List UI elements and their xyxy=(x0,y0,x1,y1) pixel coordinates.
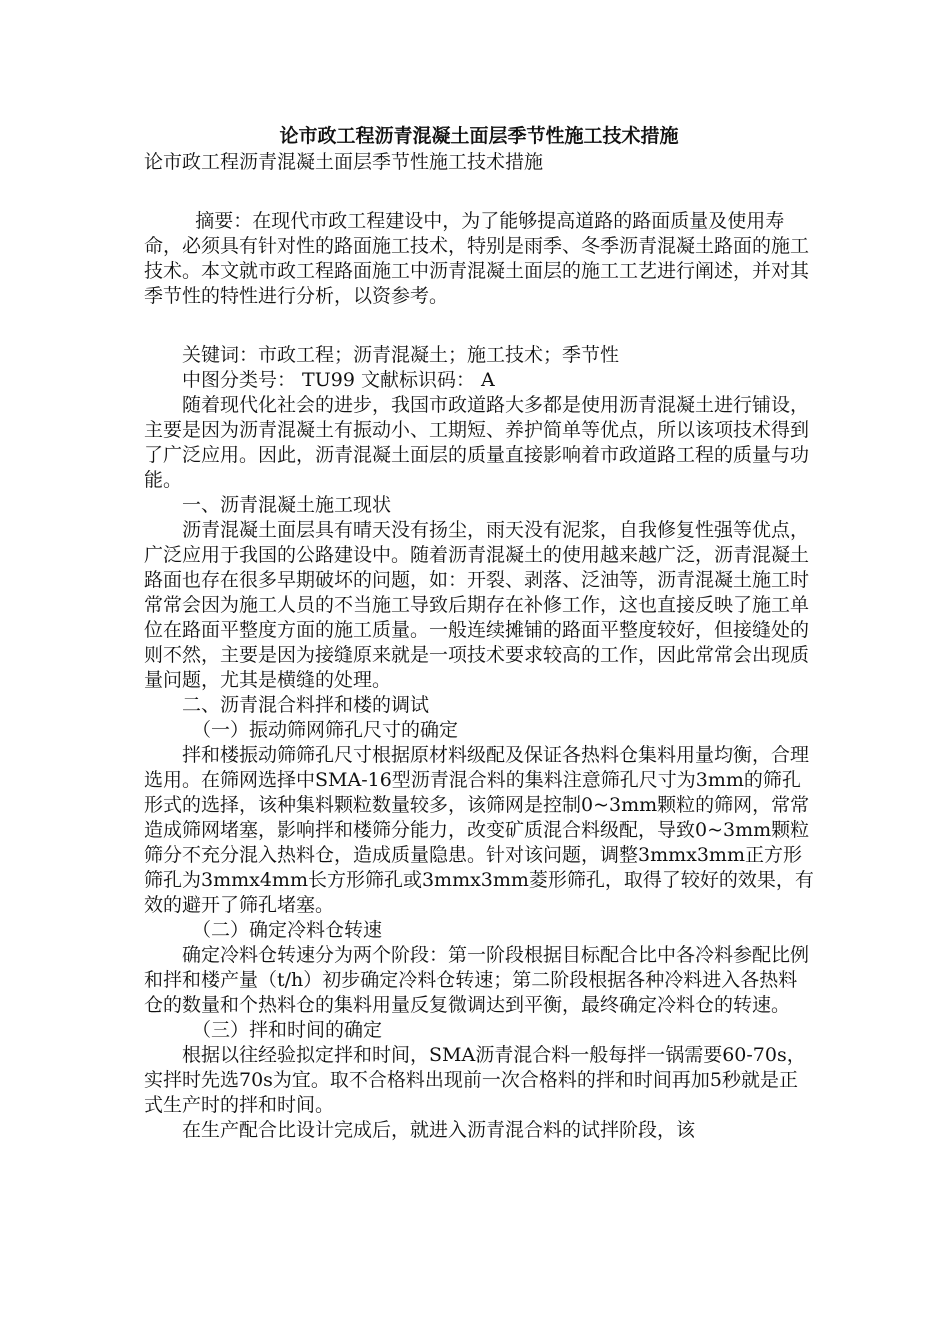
section-2-heading: 二、沥青混合料拌和楼的调试 xyxy=(182,694,430,716)
subsection-1-paragraph: 拌和楼振动筛筛孔尺寸根据原材料级配及保证各热料仓集料用量均衡，合理选用。在筛网选择中SMA-16型沥青混合料的集料注意筛孔尺寸为3mm的筛孔形式的选择，该种集料颗粒数量较多，该筛网是控制0~3mm颗粒的筛网，常常造成筛网堵塞，影响拌和楼筛分能力，改变矿质混合料级配，导致0~3mm颗粒筛分不充分混入热料仓，造成质量隐患。针对该问题，调整3mmx3mm正方形筛孔为3mmx4mm长方形筛孔或3mmx3mm菱形筛孔，取得了较好的效果，有效的避开了筛孔堵塞。 xyxy=(144,744,814,916)
document-page xyxy=(144,122,814,1143)
spacer xyxy=(144,309,814,343)
section-1-heading: 一、沥青混凝土施工现状 xyxy=(182,494,392,516)
subsection-3-heading: （三）拌和时间的确定 xyxy=(192,1019,383,1041)
document-subtitle: 论市政工程沥青混凝土面层季节性施工技术措施 xyxy=(144,151,544,173)
document-title: 论市政工程沥青混凝土面层季节性施工技术措施 xyxy=(279,125,679,147)
spacer xyxy=(144,175,814,209)
keywords-line: 关键词：市政工程；沥青混凝土；施工技术；季节性 xyxy=(182,344,620,366)
subsection-2-paragraph: 确定冷料仓转速分为两个阶段：第一阶段根据目标配合比中各冷料参配比例和拌和楼产量（t/h）初步确定冷料仓转速；第二阶段根据各种冷料进入各热料仓的数量和个热料仓的集料用量反复微调达到平衡，最终确定冷料仓的转速。 xyxy=(144,944,810,1016)
subsection-1-heading: （一）振动筛网筛孔尺寸的确定 xyxy=(192,719,459,741)
trailing-paragraph: 在生产配合比设计完成后，就进入沥青混合料的试拌阶段，该 xyxy=(182,1119,696,1141)
subsection-2-heading: （二）确定冷料仓转速 xyxy=(192,919,383,941)
classification-line: 中图分类号： TU99 文献标识码： A xyxy=(182,369,495,391)
intro-paragraph: 随着现代化社会的进步，我国市政道路大多都是使用沥青混凝土进行铺设，主要是因为沥青混凝土有振动小、工期短、养护简单等优点，所以该项技术得到了广泛应用。因此，沥青混凝土面层的质量直接影响着市政道路工程的质量与功能。 xyxy=(144,394,810,491)
abstract-paragraph: 摘要：在现代市政工程建设中，为了能够提高道路的路面质量及使用寿命，必须具有针对性的路面施工技术，特别是雨季、冬季沥青混凝土路面的施工技术。本文就市政工程路面施工中沥青混凝土面层的施工工艺进行阐述，并对其季节性的特性进行分析，以资参考。 xyxy=(144,210,810,307)
subsection-3-paragraph: 根据以往经验拟定拌和时间，SMA沥青混合料一般每拌一锅需要60-70s，实拌时先选70s为宜。取不合格料出现前一次合格料的拌和时间再加5秒就是正式生产时的拌和时间。 xyxy=(144,1044,806,1116)
section-1-paragraph: 沥青混凝土面层具有晴天没有扬尘，雨天没有泥浆，自我修复性强等优点，广泛应用于我国的公路建设中。随着沥青混凝土的使用越来越广泛，沥青混凝土路面也存在很多早期破坏的问题，如：开裂、剥落、泛油等，沥青混凝土施工时常常会因为施工人员的不当施工导致后期存在补修工作，这也直接反映了施工单位在路面平整度方面的施工质量。一般连续摊铺的路面平整度较好，但接缝处的则不然，主要是因为接缝原来就是一项技术要求较高的工作，因此常常会出现质量问题，尤其是横缝的处理。 xyxy=(144,519,810,691)
